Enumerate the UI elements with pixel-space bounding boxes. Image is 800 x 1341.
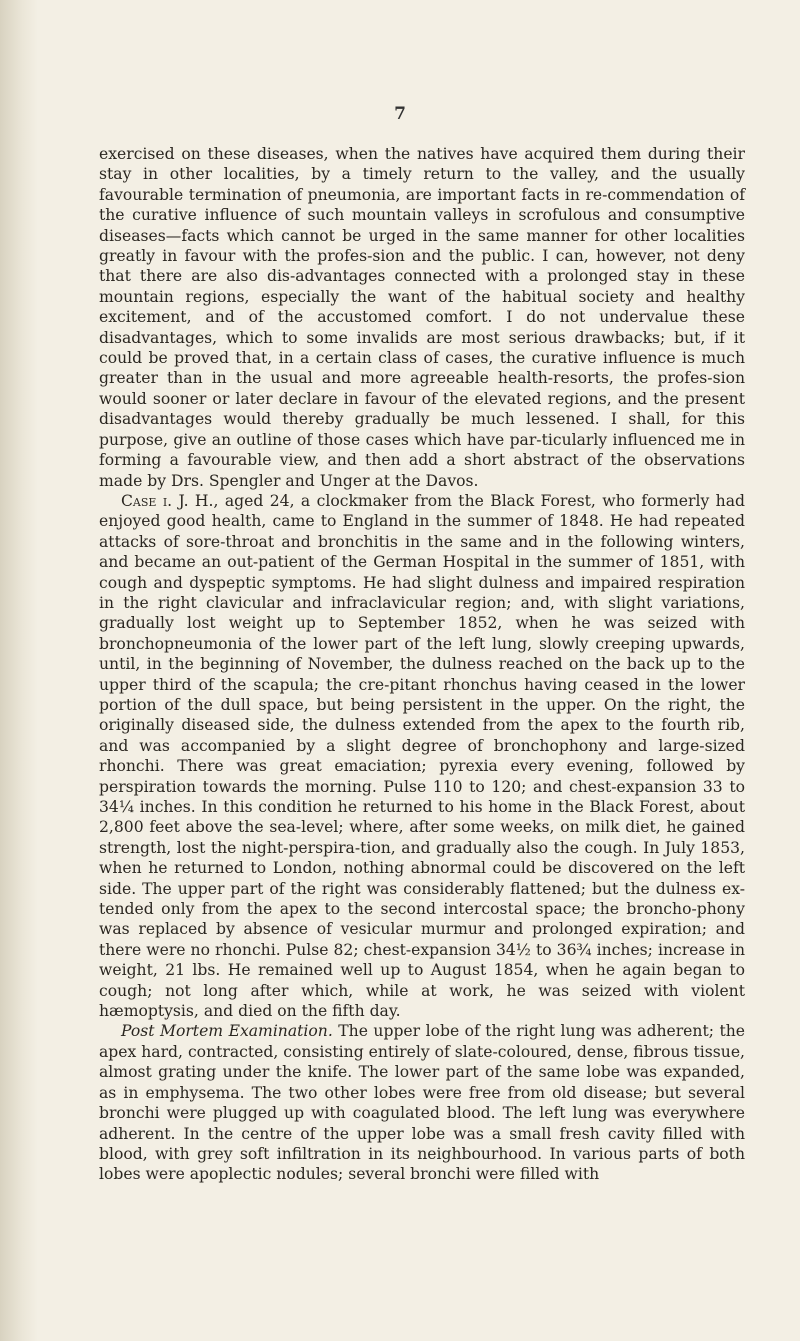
intro-paragraph: exercised on these diseases, when the natives have acquired them during their stay in other localities, by a timely return to the valley, and the usually favourable termination of pneumonia, are important facts in re-commendation of the curative influence of such mountain valleys in scrofulous and consumptive diseases—facts which cannot be urged in the same manner for other localities greatly in favour with the profes-sion and the public. I can, however, not deny that there are also dis-advantages connected with a prolonged stay in these mountain regions, especially the want of the habitual society and healthy excitement, and of the accustomed comfort. I do not undervalue these disadvantages, which to some invalids are most serious drawbacks; but, if it could be proved that, in a certain class of cases, the curative influence is much greater than in the usual and more agreeable health-resorts, the profes-sion would sooner or later declare in favour of the elevated regions, and the present disadvantages would thereby gradually be much lessened. I shall, for this purpose, give an outline of those cases which have par-ticularly influenced me in forming a favourable view, and then add a short abstract of the observations made by Drs. Spengler and Unger at the Davos. (99, 145, 745, 490)
case-paragraph (99, 491, 745, 1022)
postmortem-text: The upper lobe of the right lung was adherent; the apex hard, contracted, consisting entirely of slate-coloured, dense, fibrous tissue, almost grating under the knife. The lower part of the same lobe was expanded, as in emphysema. The two other lobes were free from old disease; but several bronchi were plugged up with coagulated blood. The left lung was everywhere adherent. In the centre of the upper lobe was a small fresh cavity filled with blood, with grey soft infiltration in its neighbourhood. In various parts of both lobes were apoplectic nodules; several bronchi were filled with (99, 1022, 746, 1184)
postmortem-paragraph (99, 1021, 745, 1184)
case-label: Case i. (121, 491, 173, 510)
body-text (99, 144, 745, 1185)
page-edge-shadow (0, 0, 38, 1341)
postmortem-label: Post Mortem Examination. (121, 1022, 333, 1041)
page-number: 7 (394, 104, 406, 124)
case-text: J. H., aged 24, a clockmaker from the Black Forest, who formerly had enjoyed good health, came to England in the summer of 1848. He had repeated attacks of sore-throat and bronchitis in the same and in the following winters, and became an out-patient of the German Hospital in the summer of 1851, with cough and dyspeptic symptoms. He had slight dulness and impaired respiration in the right clavicular and infraclavicular region; and, with slight variations, gradually lost weight up to September 1852, when he was seized with bronchopneumonia of the lower part of the left lung, slowly creeping upwards, until, in the beginning of November, the dulness reached on the back up to the upper third of the scapula; the cre-pitant rhonchus having ceased in the lower portion of the dull space, but being persistent in the upper. On the right, the originally diseased side, the dulness extended from the apex to the fourth rib, and was accompanied by a slight degree of bronchophony and large-sized rhonchi. There was great emaciation; pyrexia every evening, followed by perspiration towards the morning. Pulse 110 to 120; and chest-expansion 33 to 34¼ inches. In this condition he returned to his home in the Black Forest, about 2,800 feet above the sea-level; where, after some weeks, on milk diet, he gained strength, lost the night-perspira-tion, and gradually also the cough. In July 1853, when he returned to London, nothing abnormal could be discovered on the left side. The upper part of the right was considerably flattened; but the dulness ex-tended only from the apex to the second intercostal space; the broncho-phony was replaced by absence of vesicular murmur and prolonged expiration; and there were no rhonchi. Pulse 82; chest-expansion 34½ to 36¾ inches; increase in weight, 21 lbs. He remained well up to August 1854, when he again began to cough; not long after which, while at work, he was seized with violent hæmoptysis, and died on the fifth day. (99, 491, 745, 1021)
